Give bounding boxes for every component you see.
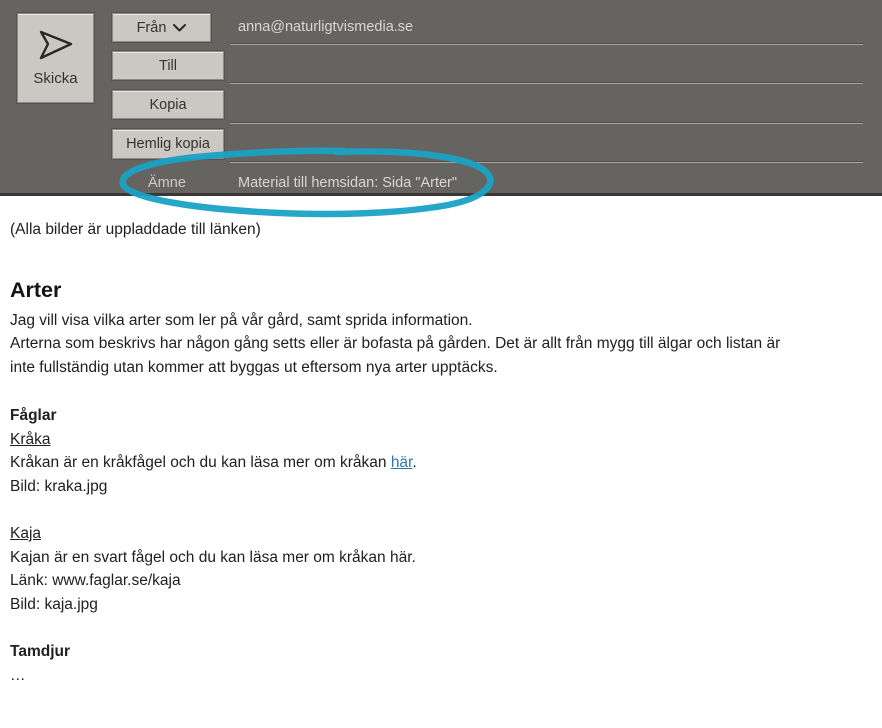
cc-button[interactable]	[112, 90, 224, 119]
to-button[interactable]	[112, 51, 224, 80]
from-field-divider	[230, 44, 863, 45]
text-segment: Kaja	[10, 525, 42, 542]
kaja-link-line: Länk: www.faglar.se/kaja	[10, 572, 181, 589]
to-field[interactable]	[230, 46, 863, 83]
from-address-value[interactable]: anna@naturligtvismedia.se	[238, 19, 414, 35]
intro-line: Jag vill visa vilka arter som ler på vår gård, samt sprida information.	[10, 311, 473, 329]
to-button-label: Till	[159, 57, 177, 74]
from-button[interactable]	[112, 13, 211, 42]
tamdjur-ellipsis: …	[10, 666, 26, 684]
kraka-image-line: Bild: kraka.jpg	[10, 477, 108, 495]
bcc-field-divider	[230, 162, 863, 163]
message-body[interactable]	[10, 196, 870, 687]
intro-line: Arterna som beskrivs har någon gång setts eller är bofasta på gården. Det är allt från mygg till älgar och listan är	[10, 335, 781, 352]
text-segment: Kråka	[10, 430, 51, 448]
chevron-down-icon	[173, 24, 186, 32]
send-button[interactable]	[17, 13, 94, 103]
cc-button-label: Kopia	[149, 96, 187, 113]
bcc-button[interactable]	[112, 129, 224, 159]
species-name-kaja	[10, 522, 870, 546]
text-segment: Kråkan är en kråkfågel och du kan läsa mer om kråkan	[10, 454, 391, 471]
to-field-divider	[230, 83, 863, 84]
kaja-image-line: Bild: kaja.jpg	[10, 595, 98, 613]
cc-field-divider	[230, 123, 863, 124]
section-title-faglar: Fåglar	[10, 407, 57, 424]
text-segment: .	[412, 454, 417, 471]
compose-header	[0, 0, 882, 196]
intro-paragraph	[10, 309, 870, 380]
from-button-label: Från	[136, 19, 167, 36]
bcc-button-label: Hemlig kopia	[126, 136, 210, 152]
har-hyperlink[interactable]: här	[390, 454, 413, 471]
subject-field-value[interactable]: Material till hemsidan: Sida "Arter"	[238, 175, 458, 191]
intro-line: inte fullständig utan kommer att byggas ut eftersom nya arter upptäcks.	[10, 358, 498, 376]
paper-plane-icon	[37, 29, 75, 61]
cc-field[interactable]	[230, 85, 863, 122]
species-name-kraka	[10, 428, 870, 452]
section-title-tamdjur: Tamdjur	[10, 643, 70, 660]
kraka-description	[10, 451, 870, 475]
bcc-field[interactable]	[230, 125, 863, 162]
send-button-label: Skicka	[33, 70, 78, 87]
body-note: (Alla bilder är uppladdade till länken)	[10, 221, 261, 238]
kaja-description: Kajan är en svart fågel och du kan läsa mer om kråkan här.	[10, 548, 416, 566]
body-heading-arter: Arter	[10, 277, 62, 302]
subject-label: Ämne	[148, 175, 186, 191]
